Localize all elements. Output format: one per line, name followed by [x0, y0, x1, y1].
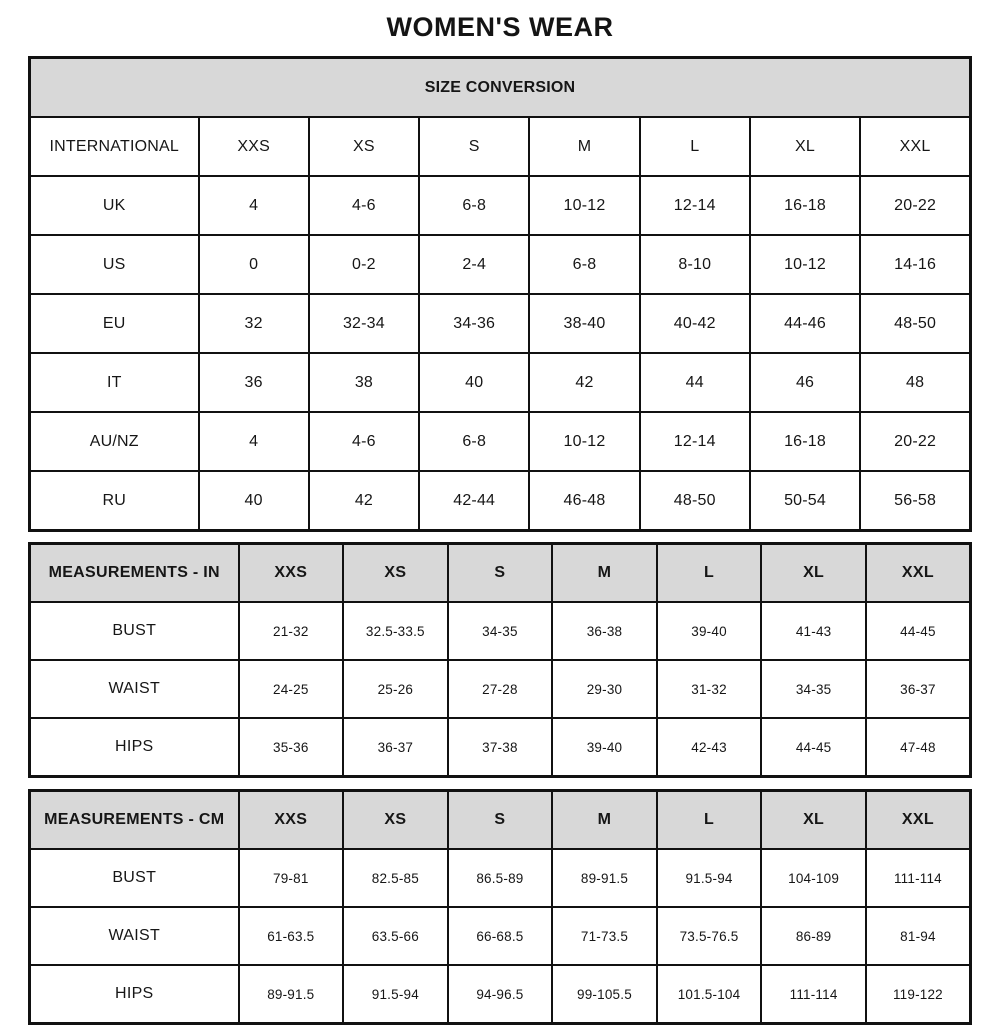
size-value-cell: 12-14 [640, 176, 750, 235]
table-row [30, 58, 971, 118]
size-value-cell: 40 [199, 471, 309, 531]
measurement-value-cell: 36-37 [866, 660, 971, 718]
measurement-value-cell: 61-63.5 [239, 907, 344, 965]
table-row [30, 412, 971, 471]
measure-label-cell: HIPS [30, 965, 239, 1024]
table-row [30, 294, 971, 353]
size-value-cell: 4 [199, 176, 309, 235]
table-row [30, 660, 971, 718]
measurement-value-cell: 34-35 [448, 602, 553, 660]
size-value-cell: 34-36 [419, 294, 529, 353]
measure-label-cell: WAIST [30, 907, 239, 965]
region-label-cell: EU [30, 294, 199, 353]
table-row [30, 235, 971, 294]
size-header-cell: XL [761, 791, 866, 850]
size-header-cell: XXS [239, 791, 344, 850]
region-label-cell: RU [30, 471, 199, 531]
size-header-cell: XXL [860, 117, 970, 176]
measurement-value-cell: 91.5-94 [657, 849, 762, 907]
measurement-value-cell: 44-45 [761, 718, 866, 777]
measure-label-cell: BUST [30, 602, 239, 660]
measurement-value-cell: 86-89 [761, 907, 866, 965]
measurement-value-cell: 73.5-76.5 [657, 907, 762, 965]
measurement-value-cell: 39-40 [552, 718, 657, 777]
size-value-cell: 16-18 [750, 176, 860, 235]
measurement-value-cell: 111-114 [761, 965, 866, 1024]
measurement-value-cell: 39-40 [657, 602, 762, 660]
size-value-cell: 50-54 [750, 471, 860, 531]
intl-header-cell: INTERNATIONAL [30, 117, 199, 176]
size-value-cell: 6-8 [529, 235, 639, 294]
measurement-value-cell: 35-36 [239, 718, 344, 777]
measurement-value-cell: 32.5-33.5 [343, 602, 448, 660]
measurement-value-cell: 99-105.5 [552, 965, 657, 1024]
region-label-cell: AU/NZ [30, 412, 199, 471]
size-value-cell: 32-34 [309, 294, 419, 353]
measurement-value-cell: 111-114 [866, 849, 971, 907]
measurement-value-cell: 34-35 [761, 660, 866, 718]
size-value-cell: 42 [529, 353, 639, 412]
size-value-cell: 48-50 [640, 471, 750, 531]
measure-label-cell: BUST [30, 849, 239, 907]
size-value-cell: 32 [199, 294, 309, 353]
size-header-cell: L [657, 791, 762, 850]
measurement-value-cell: 89-91.5 [239, 965, 344, 1024]
measurement-value-cell: 31-32 [657, 660, 762, 718]
size-header-cell: XS [309, 117, 419, 176]
size-value-cell: 10-12 [529, 176, 639, 235]
size-value-cell: 10-12 [750, 235, 860, 294]
size-value-cell: 38 [309, 353, 419, 412]
measurement-value-cell: 25-26 [343, 660, 448, 718]
measurement-value-cell: 29-30 [552, 660, 657, 718]
measurement-value-cell: 63.5-66 [343, 907, 448, 965]
measurement-value-cell: 36-37 [343, 718, 448, 777]
measurement-value-cell: 36-38 [552, 602, 657, 660]
size-value-cell: 42 [309, 471, 419, 531]
measurement-value-cell: 79-81 [239, 849, 344, 907]
size-value-cell: 44-46 [750, 294, 860, 353]
measurements-cm-header-cell: MEASUREMENTS - CM [30, 791, 239, 850]
size-value-cell: 4-6 [309, 176, 419, 235]
size-header-cell: M [529, 117, 639, 176]
table-row [30, 965, 971, 1024]
size-value-cell: 44 [640, 353, 750, 412]
size-value-cell: 42-44 [419, 471, 529, 531]
table-row [30, 544, 971, 603]
size-value-cell: 48-50 [860, 294, 970, 353]
size-value-cell: 8-10 [640, 235, 750, 294]
size-value-cell: 56-58 [860, 471, 970, 531]
region-label-cell: UK [30, 176, 199, 235]
size-header-cell: XS [343, 544, 448, 603]
size-value-cell: 0-2 [309, 235, 419, 294]
table-row [30, 849, 971, 907]
size-header-cell: XXL [866, 544, 971, 603]
size-header-cell: L [640, 117, 750, 176]
measurements-cm-table [28, 789, 972, 1025]
measurement-value-cell: 47-48 [866, 718, 971, 777]
measurement-value-cell: 21-32 [239, 602, 344, 660]
table-row [30, 176, 971, 235]
size-header-cell: XXS [239, 544, 344, 603]
measurement-value-cell: 86.5-89 [448, 849, 553, 907]
measurement-value-cell: 81-94 [866, 907, 971, 965]
size-header-cell: S [448, 544, 553, 603]
measure-label-cell: WAIST [30, 660, 239, 718]
size-value-cell: 48 [860, 353, 970, 412]
size-header-cell: S [419, 117, 529, 176]
size-header-cell: M [552, 791, 657, 850]
measurement-value-cell: 89-91.5 [552, 849, 657, 907]
size-value-cell: 10-12 [529, 412, 639, 471]
measurement-value-cell: 42-43 [657, 718, 762, 777]
size-value-cell: 16-18 [750, 412, 860, 471]
size-value-cell: 46 [750, 353, 860, 412]
size-value-cell: 2-4 [419, 235, 529, 294]
size-header-cell: XS [343, 791, 448, 850]
size-header-cell: M [552, 544, 657, 603]
table-row [30, 602, 971, 660]
measurement-value-cell: 91.5-94 [343, 965, 448, 1024]
size-header-cell: XL [761, 544, 866, 603]
measurement-value-cell: 66-68.5 [448, 907, 553, 965]
measurement-value-cell: 94-96.5 [448, 965, 553, 1024]
size-value-cell: 36 [199, 353, 309, 412]
measurement-value-cell: 27-28 [448, 660, 553, 718]
measurements-in-table [28, 542, 972, 778]
table-row [30, 117, 971, 176]
measurement-value-cell: 37-38 [448, 718, 553, 777]
size-conversion-banner: SIZE CONVERSION [30, 58, 971, 118]
measurement-value-cell: 24-25 [239, 660, 344, 718]
size-value-cell: 40-42 [640, 294, 750, 353]
measurement-value-cell: 101.5-104 [657, 965, 762, 1024]
page-title: WOMEN'S WEAR [386, 12, 614, 42]
size-value-cell: 6-8 [419, 176, 529, 235]
size-chart-page [28, 0, 972, 1025]
measurement-value-cell: 104-109 [761, 849, 866, 907]
measurements-in-header-cell: MEASUREMENTS - IN [30, 544, 239, 603]
region-label-cell: US [30, 235, 199, 294]
size-header-cell: XL [750, 117, 860, 176]
table-row [30, 471, 971, 531]
size-value-cell: 46-48 [529, 471, 639, 531]
size-value-cell: 38-40 [529, 294, 639, 353]
size-value-cell: 40 [419, 353, 529, 412]
size-header-cell: L [657, 544, 762, 603]
table-row [30, 353, 971, 412]
size-value-cell: 6-8 [419, 412, 529, 471]
size-value-cell: 12-14 [640, 412, 750, 471]
measurement-value-cell: 44-45 [866, 602, 971, 660]
table-row [30, 718, 971, 777]
measure-label-cell: HIPS [30, 718, 239, 777]
size-value-cell: 14-16 [860, 235, 970, 294]
measurement-value-cell: 82.5-85 [343, 849, 448, 907]
measurement-value-cell: 71-73.5 [552, 907, 657, 965]
size-value-cell: 4 [199, 412, 309, 471]
size-header-cell: S [448, 791, 553, 850]
size-conversion-table [28, 56, 972, 532]
measurement-value-cell: 41-43 [761, 602, 866, 660]
size-value-cell: 20-22 [860, 412, 970, 471]
size-value-cell: 0 [199, 235, 309, 294]
size-value-cell: 20-22 [860, 176, 970, 235]
table-row [30, 791, 971, 850]
table-row [30, 907, 971, 965]
size-header-cell: XXL [866, 791, 971, 850]
size-header-cell: XXS [199, 117, 309, 176]
size-value-cell: 4-6 [309, 412, 419, 471]
region-label-cell: IT [30, 353, 199, 412]
measurement-value-cell: 119-122 [866, 965, 971, 1024]
